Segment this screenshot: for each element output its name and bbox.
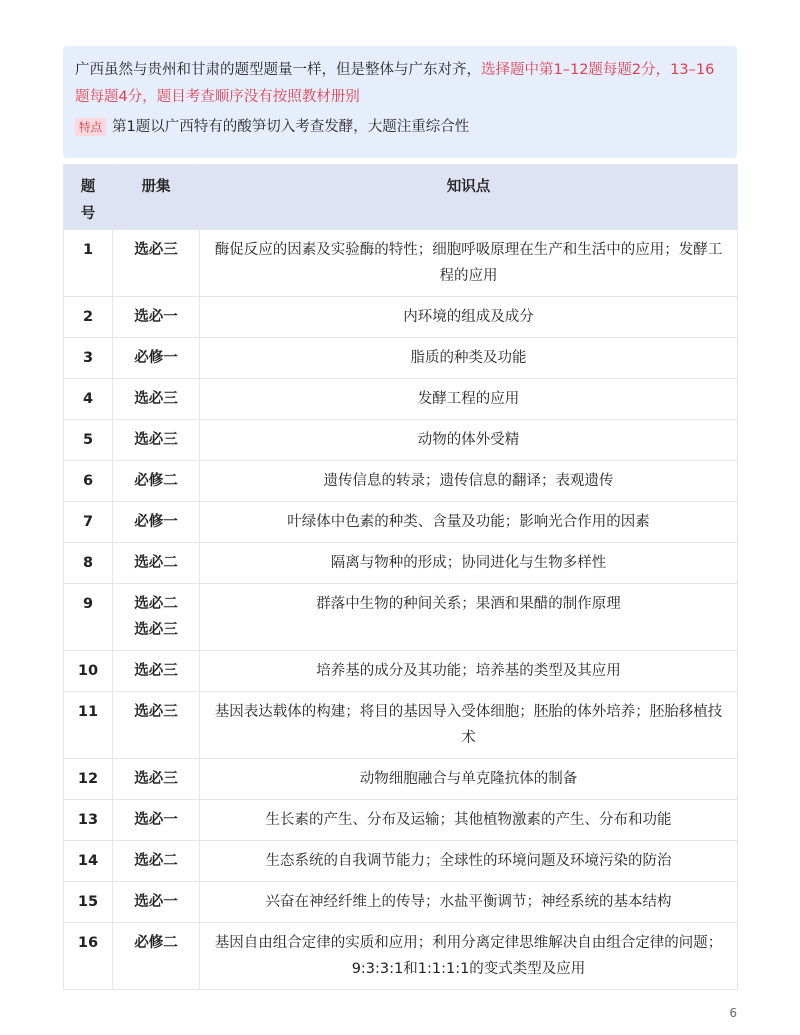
volume-label: 必修一 bbox=[134, 514, 178, 530]
page-number: 6 bbox=[729, 1006, 737, 1020]
notice-text bbox=[75, 57, 725, 111]
table-row bbox=[64, 297, 738, 338]
table-row bbox=[64, 543, 738, 584]
volume-label-secondary: 选必三 bbox=[134, 622, 178, 638]
question-number-cell: 4 bbox=[64, 379, 113, 420]
volume-label: 选必二 bbox=[134, 853, 178, 869]
volume-label: 必修一 bbox=[134, 350, 178, 366]
question-number-cell: 14 bbox=[64, 841, 113, 882]
volume-label: 必修二 bbox=[134, 473, 178, 489]
table-row bbox=[64, 502, 738, 543]
table-row bbox=[64, 651, 738, 692]
volume-cell bbox=[113, 882, 200, 923]
knowledge-point-table bbox=[63, 164, 738, 990]
knowledge-point-cell: 基因表达载体的构建；将目的基因导入受体细胞；胚胎的体外培养；胚胎移植技术 bbox=[200, 692, 738, 759]
knowledge-point-cell: 脂质的种类及功能 bbox=[200, 338, 738, 379]
table-row bbox=[64, 379, 738, 420]
header-knowledge-point: 知识点 bbox=[200, 165, 738, 230]
feature-tag: 特点 bbox=[75, 118, 106, 136]
table-row bbox=[64, 759, 738, 800]
table-row bbox=[64, 420, 738, 461]
header-volume: 册集 bbox=[113, 165, 200, 230]
volume-cell bbox=[113, 502, 200, 543]
exam-notice-box bbox=[63, 46, 737, 158]
table-header-row bbox=[64, 165, 738, 230]
question-number-cell: 9 bbox=[64, 584, 113, 651]
volume-cell bbox=[113, 230, 200, 297]
question-number-cell: 10 bbox=[64, 651, 113, 692]
question-number-cell: 13 bbox=[64, 800, 113, 841]
feature-text: 第1题以广西特有的酸笋切入考查发酵，大题注重综合性 bbox=[112, 119, 470, 135]
table-row bbox=[64, 230, 738, 297]
table-row bbox=[64, 584, 738, 651]
volume-cell bbox=[113, 543, 200, 584]
question-number-cell: 6 bbox=[64, 461, 113, 502]
table-row bbox=[64, 800, 738, 841]
knowledge-point-cell: 内环境的组成及成分 bbox=[200, 297, 738, 338]
volume-cell bbox=[113, 800, 200, 841]
volume-cell bbox=[113, 841, 200, 882]
question-number-cell: 7 bbox=[64, 502, 113, 543]
knowledge-point-cell: 酶促反应的因素及实验酶的特性；细胞呼吸原理在生产和生活中的应用；发酵工程的应用 bbox=[200, 230, 738, 297]
knowledge-point-cell: 叶绿体中色素的种类、含量及功能；影响光合作用的因素 bbox=[200, 502, 738, 543]
question-number-cell: 16 bbox=[64, 923, 113, 990]
feature-line bbox=[75, 116, 725, 138]
knowledge-point-cell: 生态系统的自我调节能力；全球性的环境问题及环境污染的防治 bbox=[200, 841, 738, 882]
table-row bbox=[64, 338, 738, 379]
volume-label: 选必一 bbox=[134, 309, 178, 325]
volume-cell bbox=[113, 461, 200, 502]
table-row bbox=[64, 692, 738, 759]
volume-cell bbox=[113, 692, 200, 759]
volume-cell bbox=[113, 338, 200, 379]
table-row bbox=[64, 461, 738, 502]
volume-label: 选必一 bbox=[134, 812, 178, 828]
question-number-cell: 1 bbox=[64, 230, 113, 297]
notice-text-normal: 广西虽然与贵州和甘肃的题型题量一样，但是整体与广东对齐， bbox=[75, 62, 481, 78]
volume-cell bbox=[113, 651, 200, 692]
knowledge-point-cell: 培养基的成分及其功能；培养基的类型及其应用 bbox=[200, 651, 738, 692]
question-number-cell: 5 bbox=[64, 420, 113, 461]
knowledge-point-cell: 群落中生物的种间关系；果酒和果醋的制作原理 bbox=[200, 584, 738, 651]
header-question-number: 题号 bbox=[64, 165, 113, 230]
volume-label: 选必三 bbox=[134, 771, 178, 787]
knowledge-point-cell: 基因自由组合定律的实质和应用；利用分离定律思维解决自由组合定律的问题；9:3:3:1和1:1:1:1的变式类型及应用 bbox=[200, 923, 738, 990]
table-row bbox=[64, 841, 738, 882]
knowledge-point-cell: 发酵工程的应用 bbox=[200, 379, 738, 420]
knowledge-point-cell: 隔离与物种的形成；协同进化与生物多样性 bbox=[200, 543, 738, 584]
volume-label: 选必三 bbox=[134, 432, 178, 448]
notice-text-highlight: 选择题中第1–12题每题2分，13–16题每题4分，题目考查顺序没有按照教材册别 bbox=[75, 62, 715, 105]
table-body bbox=[64, 230, 738, 990]
knowledge-point-cell: 生长素的产生、分布及运输；其他植物激素的产生、分布和功能 bbox=[200, 800, 738, 841]
volume-label: 选必三 bbox=[134, 663, 178, 679]
knowledge-point-cell: 动物细胞融合与单克隆抗体的制备 bbox=[200, 759, 738, 800]
table-row bbox=[64, 882, 738, 923]
question-number-cell: 3 bbox=[64, 338, 113, 379]
question-number-cell: 8 bbox=[64, 543, 113, 584]
volume-label: 选必三 bbox=[134, 242, 178, 258]
knowledge-point-cell: 动物的体外受精 bbox=[200, 420, 738, 461]
question-number-cell: 2 bbox=[64, 297, 113, 338]
question-number-cell: 15 bbox=[64, 882, 113, 923]
knowledge-point-cell: 遗传信息的转录；遗传信息的翻译；表观遗传 bbox=[200, 461, 738, 502]
question-number-cell: 12 bbox=[64, 759, 113, 800]
volume-label: 必修二 bbox=[134, 935, 178, 951]
volume-cell bbox=[113, 923, 200, 990]
volume-cell bbox=[113, 297, 200, 338]
volume-label: 选必三 bbox=[134, 704, 178, 720]
volume-label: 选必二 bbox=[134, 596, 178, 612]
volume-cell bbox=[113, 759, 200, 800]
volume-cell bbox=[113, 420, 200, 461]
volume-cell bbox=[113, 379, 200, 420]
volume-label: 选必一 bbox=[134, 894, 178, 910]
question-number-cell: 11 bbox=[64, 692, 113, 759]
knowledge-point-cell: 兴奋在神经纤维上的传导；水盐平衡调节；神经系统的基本结构 bbox=[200, 882, 738, 923]
table-row bbox=[64, 923, 738, 990]
volume-label: 选必三 bbox=[134, 391, 178, 407]
volume-cell bbox=[113, 584, 200, 651]
volume-label: 选必二 bbox=[134, 555, 178, 571]
